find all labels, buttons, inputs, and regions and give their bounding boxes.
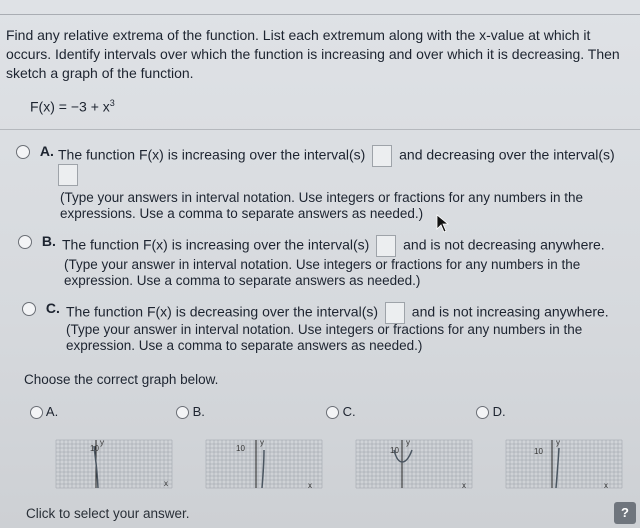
graph-option-c[interactable] <box>326 404 356 419</box>
graph-d-tick-label: 10 <box>534 447 543 456</box>
graph-option-b-radio[interactable] <box>176 406 189 419</box>
option-a-statement <box>58 145 615 167</box>
mouse-pointer-icon <box>436 214 450 234</box>
graph-b-y-label: y <box>260 438 264 447</box>
graph-c-y-label: y <box>406 438 410 447</box>
top-divider <box>0 14 640 15</box>
option-b-letter: B. <box>41 233 56 249</box>
graph-d-x-label: x <box>604 481 608 490</box>
graph-a-grid <box>56 440 172 488</box>
graph-c-grid <box>356 440 472 488</box>
graph-d-y-label: y <box>556 438 560 447</box>
option-b-text-1: The function F(x) is increasing over the interval(s) <box>62 236 370 253</box>
help-button[interactable]: ? <box>614 502 636 524</box>
graph-option-d[interactable] <box>476 404 506 419</box>
option-c[interactable] <box>22 300 60 316</box>
graph-prompt: Choose the correct graph below. <box>24 372 219 387</box>
option-a-note-line-1: (Type your answers in interval notation. Use integers or fractions for any numbers in the <box>60 190 583 205</box>
formula-body: −3 + x <box>70 98 110 115</box>
option-c-note-line-1: (Type your answer in interval notation. Use integers or fractions for any numbers in the <box>66 322 583 337</box>
graph-thumbnail-c[interactable] <box>354 436 474 492</box>
question-instructions <box>6 26 634 83</box>
graph-option-d-letter: D. <box>492 404 506 419</box>
option-b-note-line-2: expression. Use a comma to separate answers as needed.) <box>64 273 421 288</box>
graph-a-y-label: y <box>100 438 104 447</box>
graph-option-a-radio[interactable] <box>30 406 43 419</box>
function-formula <box>30 98 115 115</box>
option-a-decreasing-input[interactable] <box>58 164 78 186</box>
graph-option-a[interactable] <box>30 404 58 419</box>
option-c-note-line-2: expression. Use a comma to separate answers as needed.) <box>66 338 423 353</box>
option-b-note-line-1: (Type your answer in interval notation. Use integers or fractions for any numbers in the <box>64 257 581 272</box>
option-b-radio[interactable] <box>18 235 32 249</box>
footer-hint: Click to select your answer. <box>26 506 190 521</box>
graph-c-x-label: x <box>462 481 466 490</box>
option-b-increasing-input[interactable] <box>376 235 396 257</box>
option-b-statement <box>62 235 605 257</box>
option-a-text-2: and decreasing over the interval(s) <box>399 146 615 163</box>
graph-option-d-radio[interactable] <box>476 406 489 419</box>
option-a-increasing-input[interactable] <box>372 145 392 167</box>
section-divider <box>0 129 640 130</box>
graph-a-x-label: x <box>164 479 168 488</box>
option-b-text-2: and is not decreasing anywhere. <box>403 236 605 253</box>
graph-c-tick-label: 10 <box>390 446 399 455</box>
instruction-line-2: occurs. Identify intervals over which the function is increasing and over which it is decreasing. Then <box>6 46 620 62</box>
graph-option-b-letter: B. <box>192 404 205 419</box>
graph-b-curve <box>262 450 264 488</box>
option-c-text-2: and is not increasing anywhere. <box>411 303 609 320</box>
option-a-radio[interactable] <box>16 145 30 159</box>
option-c-text-1: The function F(x) is decreasing over the interval(s) <box>66 303 379 320</box>
formula-lhs: F(x) = <box>30 98 71 115</box>
graph-b-x-label: x <box>308 481 312 490</box>
formula-exponent: 3 <box>109 98 115 108</box>
instruction-line-3: sketch a graph of the function. <box>6 65 194 81</box>
option-c-radio[interactable] <box>22 302 36 316</box>
graph-option-a-letter: A. <box>45 404 59 419</box>
option-c-letter: C. <box>45 300 60 316</box>
graph-option-b[interactable] <box>176 404 205 419</box>
graph-thumbnail-a[interactable] <box>54 436 174 492</box>
instruction-line-1: Find any relative extrema of the function. List each extremum along with the x-value at which it <box>6 27 591 43</box>
graph-b-tick-label: 10 <box>236 444 245 453</box>
graph-thumbnail-d[interactable] <box>504 436 624 492</box>
graph-a-tick-label: 10 <box>90 444 99 453</box>
option-a-note-line-2: expressions. Use a comma to separate answers as needed.) <box>60 206 424 221</box>
option-c-statement <box>66 302 609 324</box>
option-a[interactable] <box>16 143 54 159</box>
graph-option-c-radio[interactable] <box>326 406 339 419</box>
option-a-letter: A. <box>39 143 54 159</box>
option-b[interactable] <box>18 233 56 249</box>
graph-thumbnail-b[interactable] <box>204 436 324 492</box>
option-c-decreasing-input[interactable] <box>385 302 405 324</box>
graph-option-c-letter: C. <box>342 404 356 419</box>
option-a-text-1: The function F(x) is increasing over the interval(s) <box>58 146 366 163</box>
